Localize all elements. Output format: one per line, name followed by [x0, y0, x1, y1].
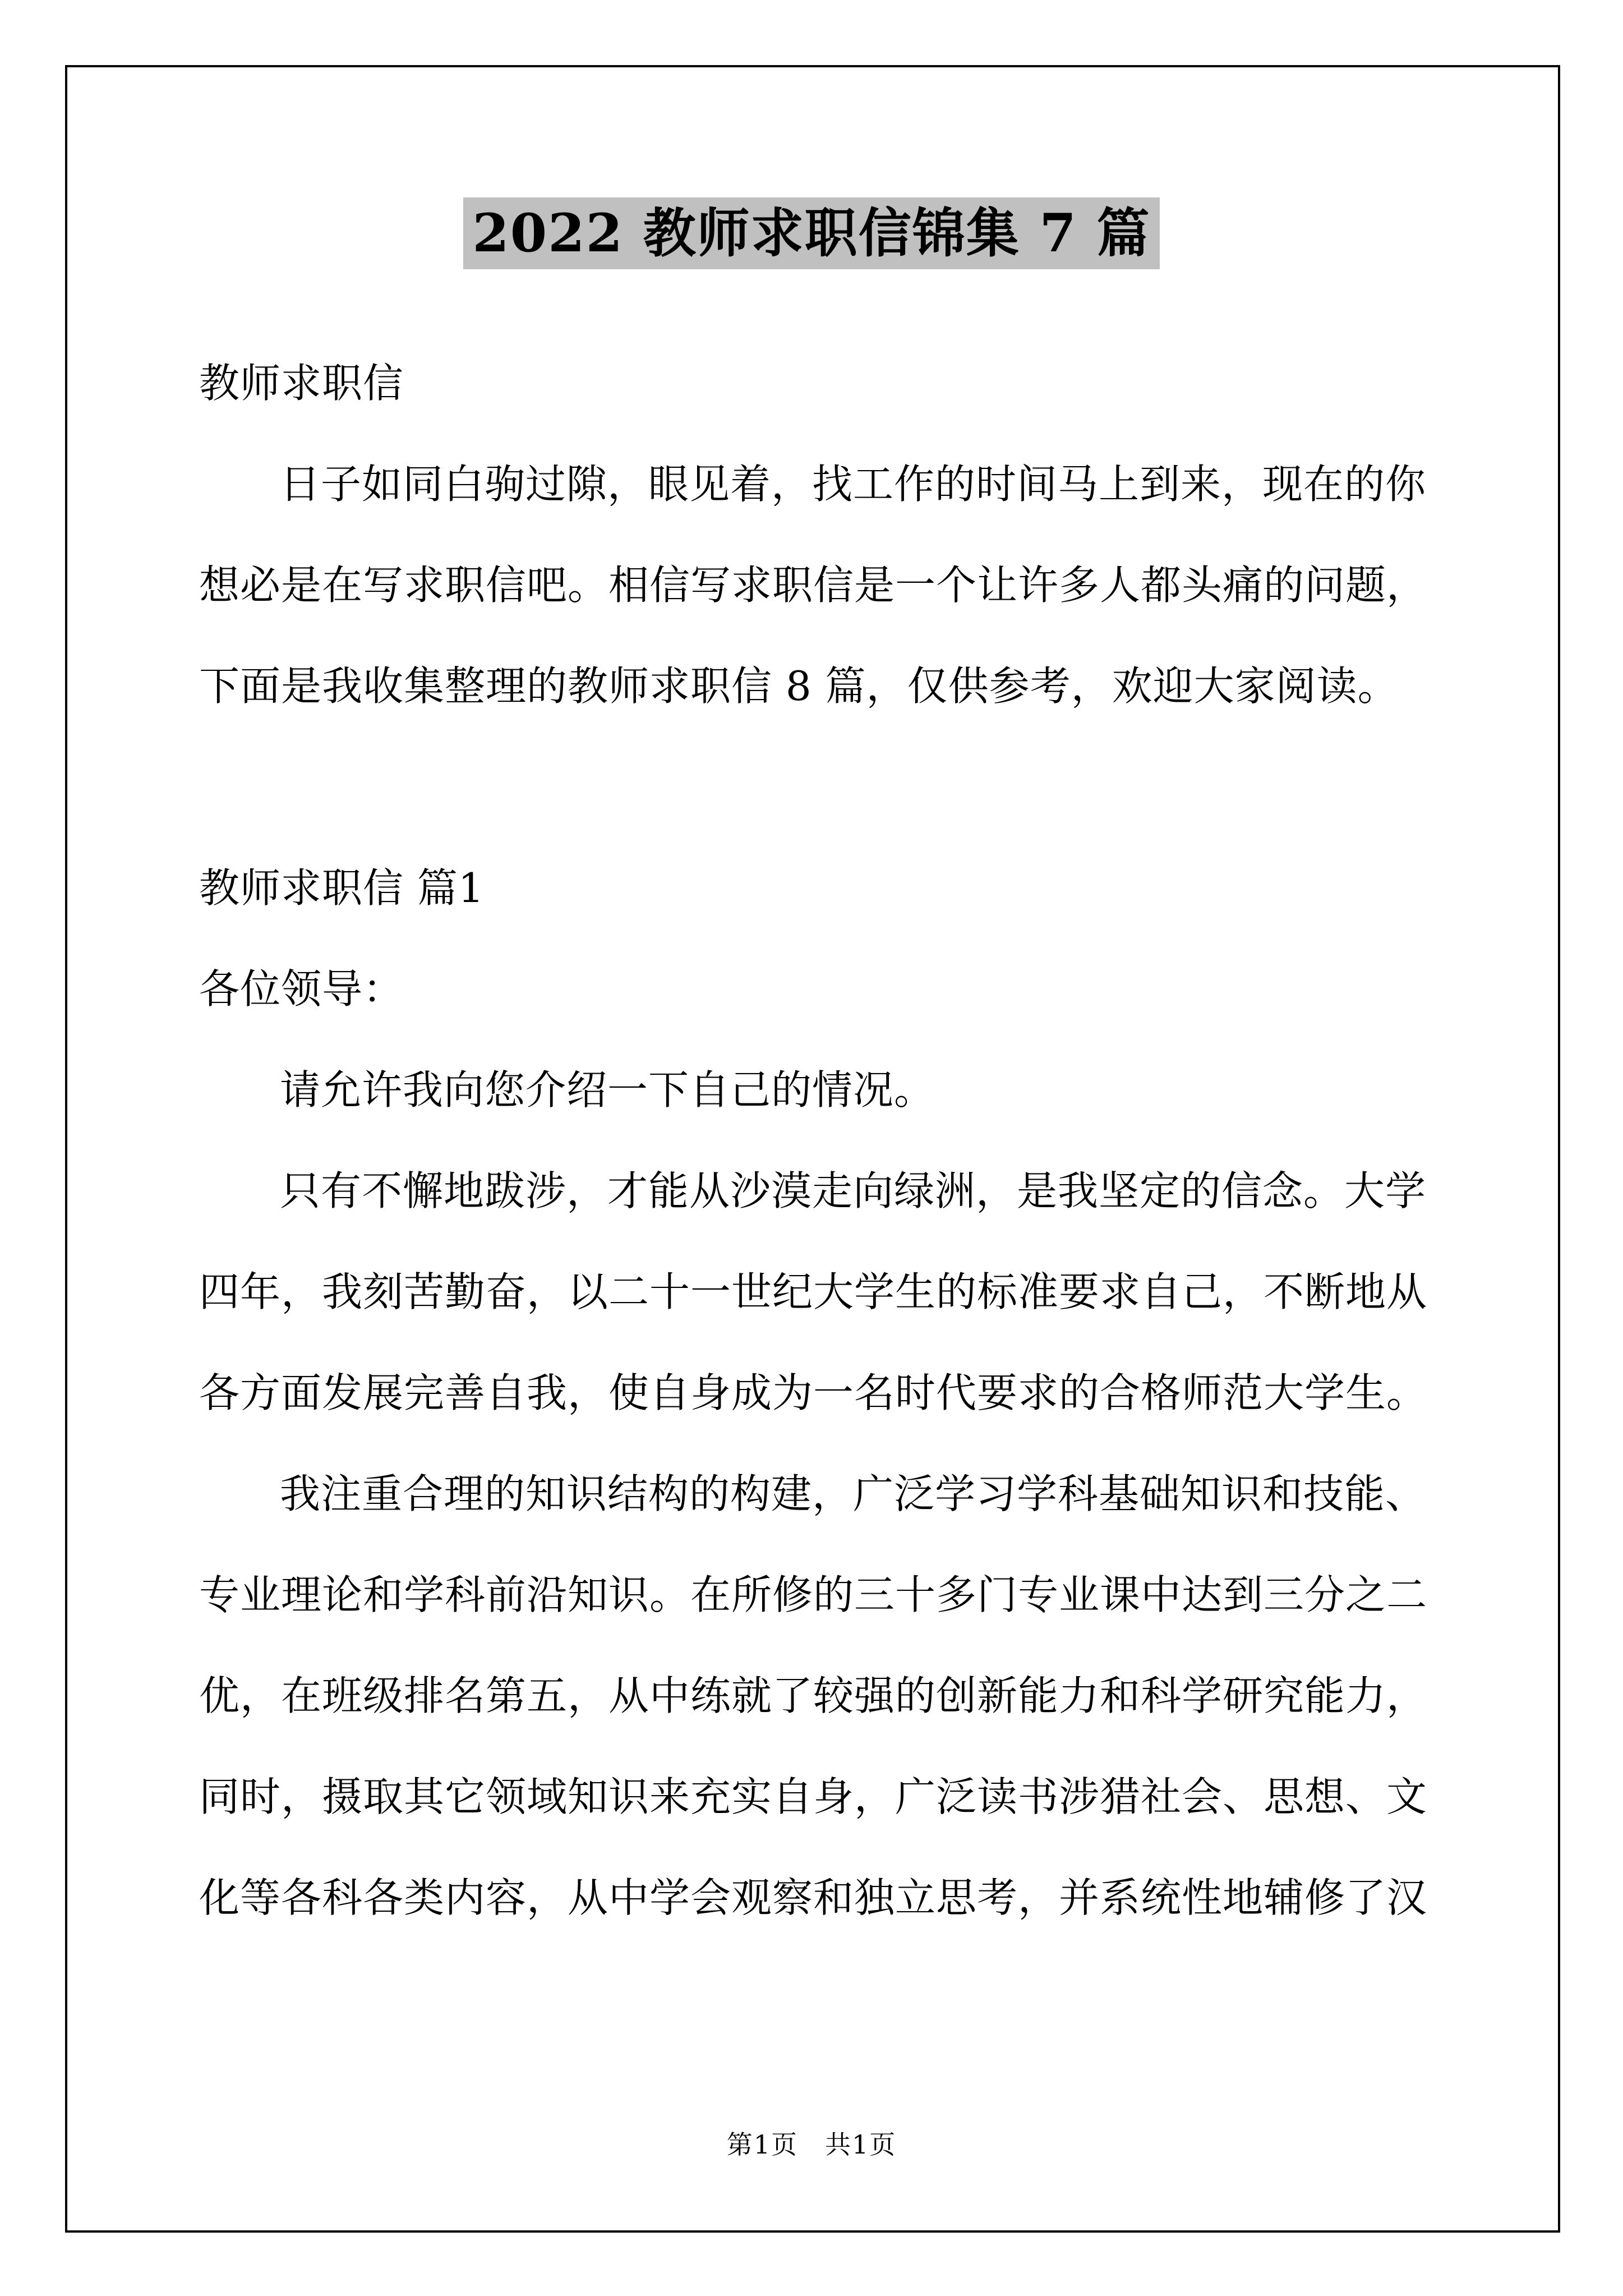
text-line: 请允许我向您介绍一下自己的情况。	[280, 1066, 935, 1114]
text-line: 只有不懈地跋涉，才能从沙漠走向绿洲，是我坚定的信念。大学	[280, 1167, 1427, 1214]
document-body	[199, 333, 1440, 1948]
text-line: 各方面发展完善自我，使自身成为一名时代要求的合格师范大学生。	[199, 1369, 1428, 1416]
text-line: 优，在班级排名第五，从中练就了较强的创新能力和科学研究能力，	[199, 1672, 1428, 1719]
text-line: 专业理论和学科前沿知识。在所修的三十多门专业课中达到三分之二	[199, 1571, 1428, 1618]
title-row	[0, 197, 1623, 269]
text-line: 日子如同白驹过隙，眼见着，找工作的时间马上到来，现在的你	[280, 461, 1427, 508]
text-line: 教师求职信	[199, 360, 404, 407]
text-line: 下面是我收集整理的教师求职信 8 篇，仅供参考，欢迎大家阅读。	[199, 662, 1399, 710]
text-line: 化等各科各类内容，从中学会观察和独立思考，并系统性地辅修了汉	[199, 1874, 1428, 1921]
text-line: 我注重合理的知识结构的构建，广泛学习学科基础知识和技能、	[280, 1470, 1427, 1517]
document-title: 2022 教师求职信锦集 7 篇	[463, 197, 1159, 269]
blank-line	[199, 737, 1440, 838]
text-line: 四年，我刻苦勤奋，以二十一世纪大学生的标准要求自己，不断地从	[199, 1268, 1428, 1315]
page-number-footer: 第1页 共1页	[726, 2129, 897, 2160]
text-line: 各位领导：	[199, 965, 404, 1013]
text-line: 想必是在写求职信吧。相信写求职信是一个让许多人都头痛的问题，	[199, 562, 1428, 609]
text-line: 教师求职信 篇1	[199, 864, 485, 912]
text-line: 同时，摄取其它领域知识来充实自身，广泛读书涉猎社会、思想、文	[199, 1773, 1428, 1820]
